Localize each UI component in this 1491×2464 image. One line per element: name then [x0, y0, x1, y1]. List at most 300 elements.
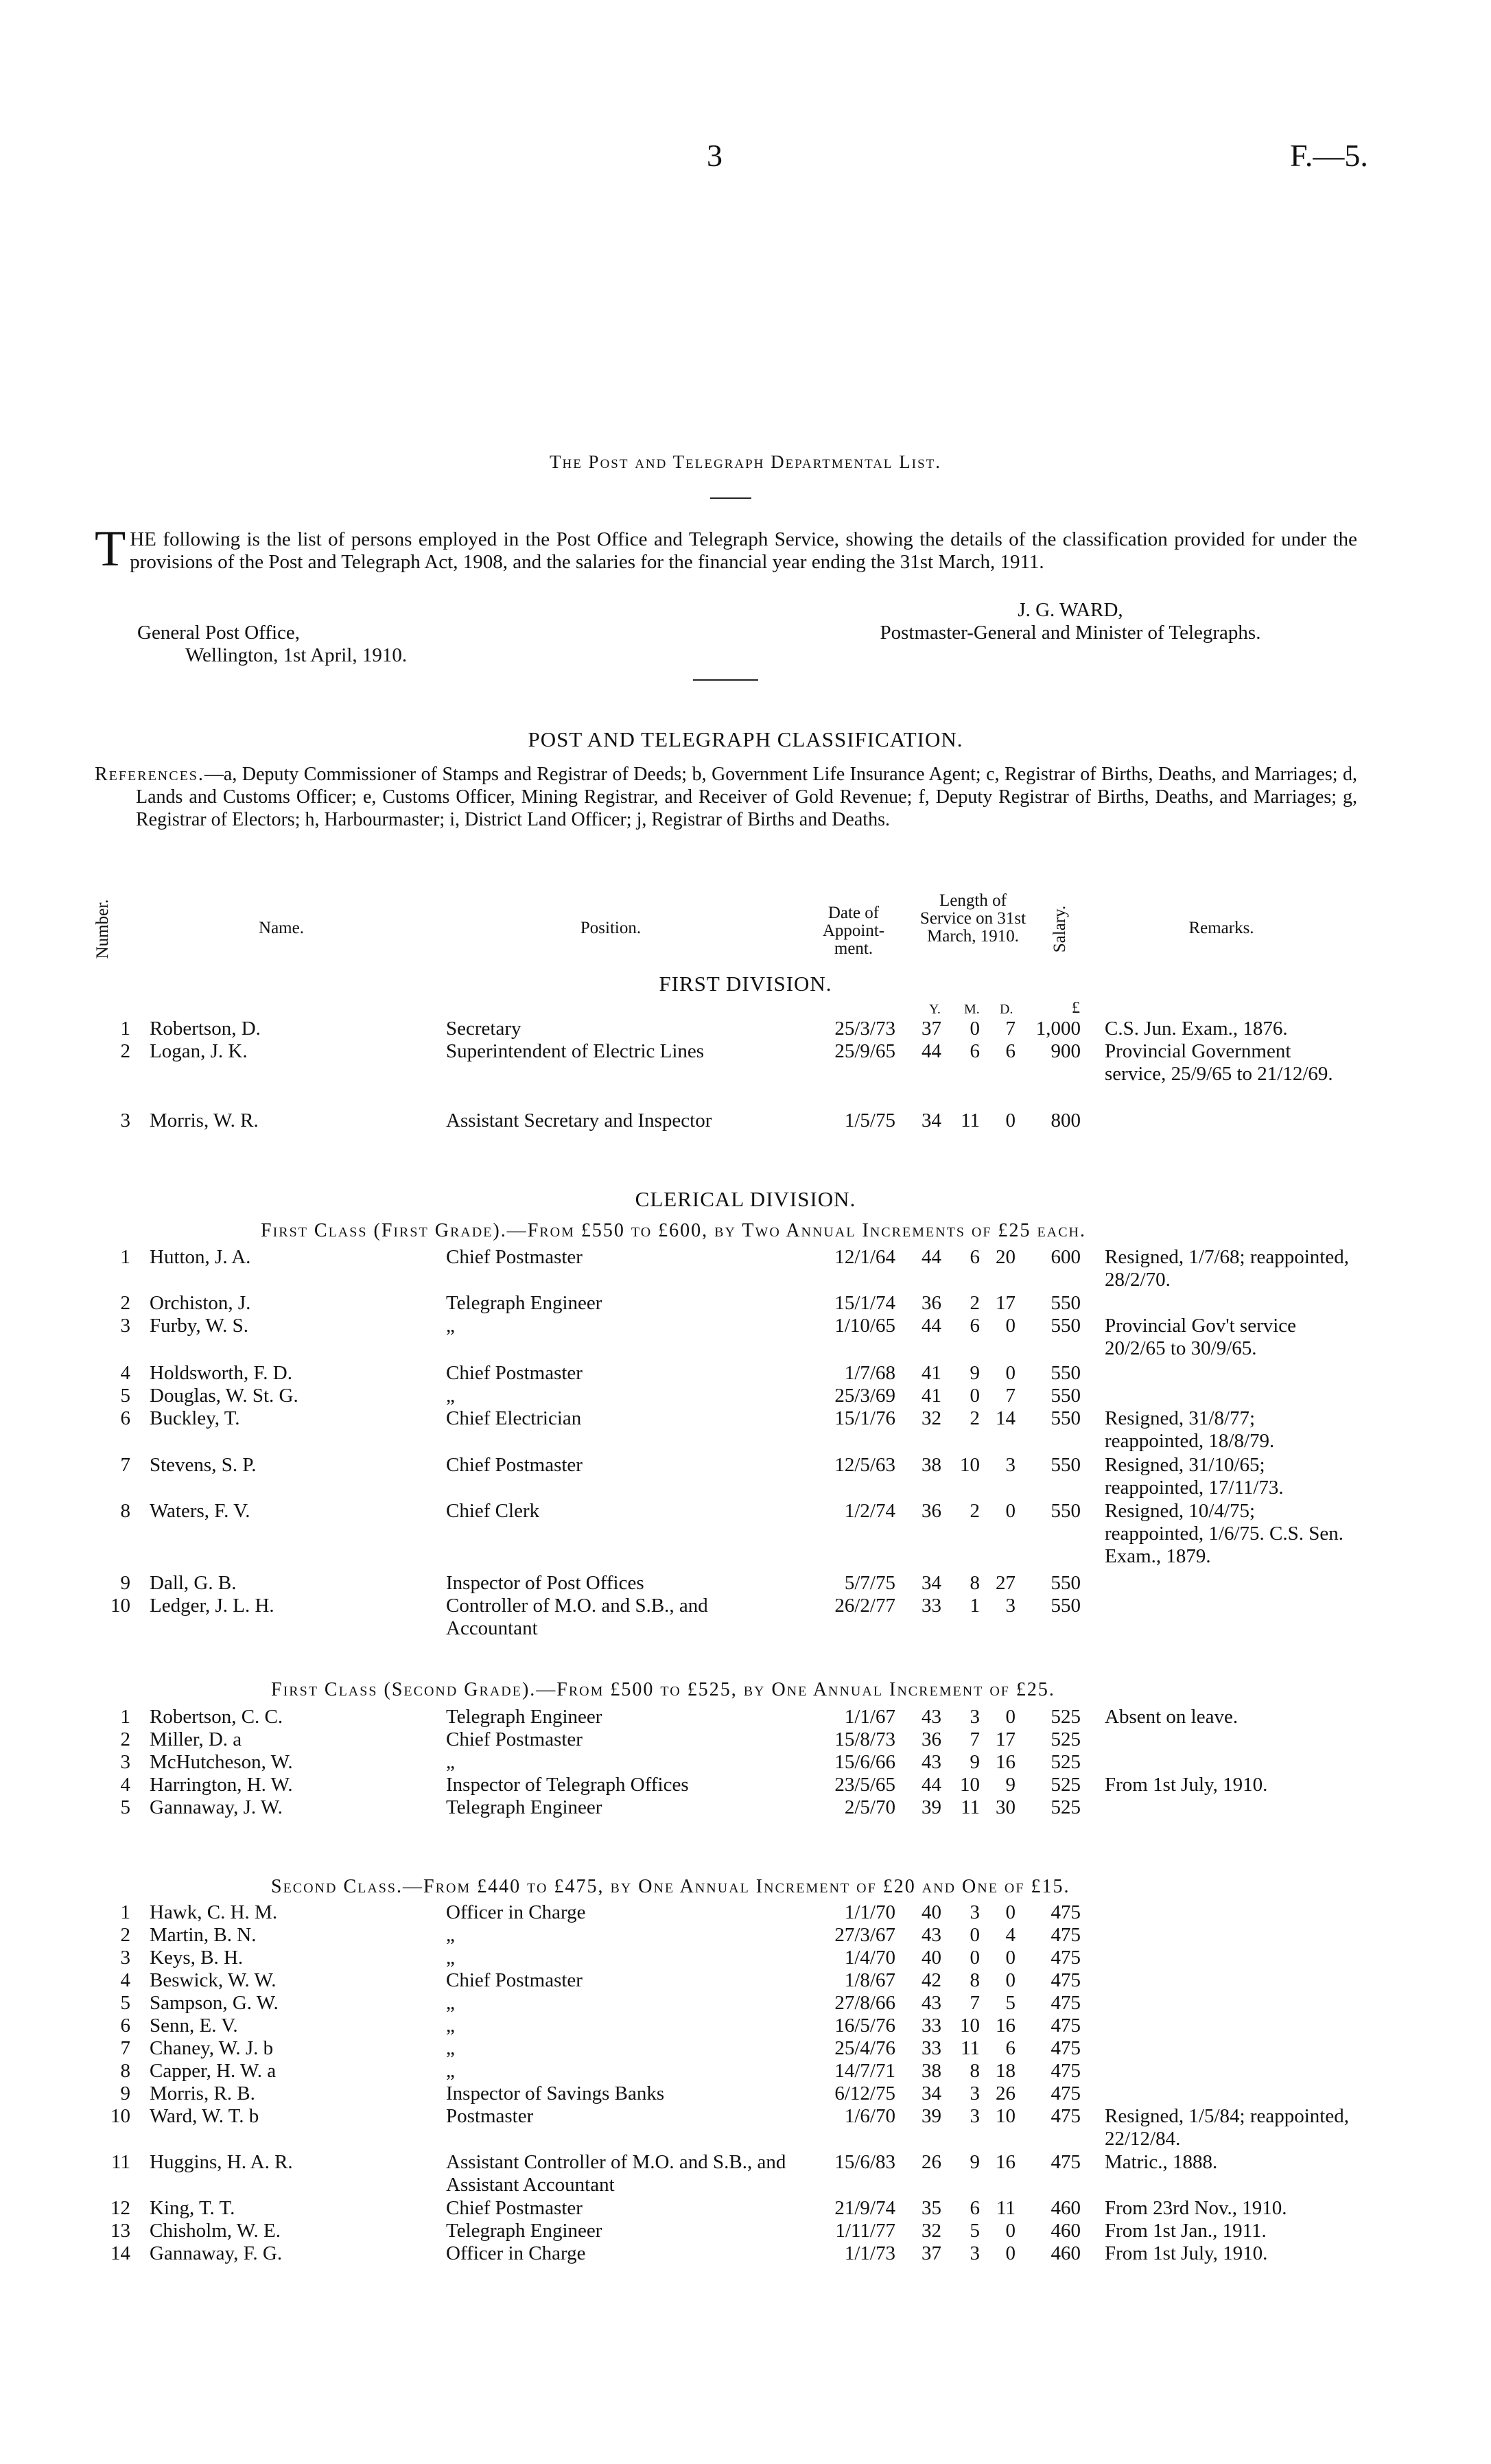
first-division-heading: FIRST DIVISION. [659, 972, 832, 996]
row-months: 10 [960, 1774, 980, 1796]
row-name: Hutton, J. A. [150, 1246, 251, 1268]
row-name: Capper, H. W. a [150, 2060, 277, 2082]
row-remarks: Absent on leave. [1105, 1706, 1238, 1728]
row-years: 36 [921, 1500, 941, 1522]
row-days: 17 [996, 1728, 1015, 1750]
row-salary: 550 [1050, 1454, 1081, 1476]
row-position: Inspector of Telegraph Offices [446, 1774, 689, 1796]
row-days: 7 [1005, 1018, 1015, 1040]
row-years: 34 [921, 1572, 941, 1594]
row-years: 36 [921, 1728, 941, 1750]
row-years: 35 [921, 2197, 941, 2219]
row-years: 34 [921, 1110, 941, 1131]
row-number: 1 [120, 1706, 130, 1728]
row-days: 4 [1005, 1924, 1015, 1946]
row-years: 40 [921, 1947, 941, 1969]
row-years: 38 [921, 2060, 941, 2082]
row-salary: 550 [1050, 1315, 1081, 1337]
row-months: 2 [970, 1407, 980, 1429]
row-date: 1/7/68 [844, 1362, 895, 1384]
row-salary: 550 [1050, 1572, 1081, 1594]
row-date: 12/5/63 [834, 1454, 895, 1476]
row-years: 37 [921, 1018, 941, 1040]
row-number: 14 [110, 2242, 130, 2264]
row-number: 3 [120, 1110, 130, 1131]
second-grade-heading: First Class (Second Grade).—From £500 to £525, by One Annual Increment of £25. [271, 1679, 1055, 1700]
row-name: Huggins, H. A. R. [150, 2151, 293, 2173]
row-remarks: Resigned, 31/8/77; reappointed, 18/8/79. [1105, 1407, 1275, 1452]
row-position: Chief Postmaster [446, 1728, 583, 1750]
row-name: King, T. T. [150, 2197, 235, 2219]
row-name: Robertson, C. C. [150, 1706, 283, 1728]
row-days: 26 [996, 2082, 1015, 2104]
row-position: „ [446, 2037, 455, 2059]
row-remarks: Matric., 1888. [1105, 2151, 1218, 2173]
row-months: 1 [970, 1595, 980, 1617]
row-date: 25/3/73 [834, 1018, 895, 1040]
row-salary: 475 [1050, 2037, 1081, 2059]
row-salary: 525 [1050, 1751, 1081, 1773]
unit-days: D. [1000, 1002, 1013, 1017]
row-years: 33 [921, 2037, 941, 2059]
row-months: 11 [961, 2037, 980, 2059]
row-date: 1/5/75 [844, 1110, 895, 1131]
row-months: 3 [970, 2242, 980, 2264]
row-position: „ [446, 1385, 455, 1407]
row-months: 11 [961, 1110, 980, 1131]
row-position: Secretary [446, 1018, 521, 1040]
row-date: 2/5/70 [844, 1796, 895, 1818]
row-salary: 550 [1050, 1292, 1081, 1314]
row-days: 6 [1005, 1040, 1015, 1062]
row-date: 27/8/66 [834, 1992, 895, 2014]
row-date: 16/5/76 [834, 2015, 895, 2037]
row-name: Douglas, W. St. G. [150, 1385, 298, 1407]
row-name: Orchiston, J. [150, 1292, 251, 1314]
row-years: 41 [921, 1362, 941, 1384]
row-position: „ [446, 2015, 455, 2037]
row-years: 43 [921, 1992, 941, 2014]
row-months: 11 [961, 1796, 980, 1818]
row-position: Officer in Charge [446, 2242, 586, 2264]
row-position: Telegraph Engineer [446, 1292, 602, 1314]
row-months: 7 [970, 1992, 980, 2014]
row-days: 30 [996, 1796, 1015, 1818]
row-name: Buckley, T. [150, 1407, 240, 1429]
row-months: 2 [970, 1292, 980, 1314]
row-position: Chief Electrician [446, 1407, 582, 1429]
intro-dropcap: T [95, 521, 126, 577]
row-remarks: Resigned, 10/4/75; reappointed, 1/6/75. C.S. Sen. Exam., 1879. [1105, 1500, 1343, 1567]
row-days: 20 [996, 1246, 1015, 1268]
row-number: 8 [120, 1500, 130, 1522]
row-days: 5 [1005, 1992, 1015, 2014]
row-years: 37 [921, 2242, 941, 2264]
row-months: 0 [970, 1018, 980, 1040]
row-position: Postmaster [446, 2105, 534, 2127]
row-salary: 475 [1050, 1992, 1081, 2014]
row-date: 25/4/76 [834, 2037, 895, 2059]
page-number: 3 [707, 138, 723, 173]
row-months: 0 [970, 1947, 980, 1969]
references [95, 763, 1357, 831]
row-name: Gannaway, J. W. [150, 1796, 283, 1818]
row-months: 0 [970, 1385, 980, 1407]
clerical-division-heading: CLERICAL DIVISION. [635, 1187, 856, 1211]
row-position: „ [446, 1947, 455, 1969]
row-months: 3 [970, 2105, 980, 2127]
row-number: 1 [120, 1018, 130, 1040]
list-title: The Post and Telegraph Departmental List. [549, 451, 942, 472]
column-header-service: Length of Service on 31st March, 1910. [919, 891, 1026, 946]
row-date: 1/1/70 [844, 1901, 895, 1923]
row-months: 9 [970, 1751, 980, 1773]
row-salary: 475 [1050, 1947, 1081, 1969]
row-name: Dall, G. B. [150, 1572, 237, 1594]
row-months: 7 [970, 1728, 980, 1750]
row-number: 3 [120, 1947, 130, 1969]
row-position: Controller of M.O. and S.B., and Accountant [446, 1595, 708, 1639]
place-date-line: Wellington, 1st April, 1910. [185, 644, 408, 666]
row-salary: 475 [1050, 2151, 1081, 2173]
row-remarks: From 23rd Nov., 1910. [1105, 2197, 1287, 2219]
row-salary: 550 [1050, 1385, 1081, 1407]
row-days: 0 [1005, 1362, 1015, 1384]
row-number: 2 [120, 1292, 130, 1314]
row-date: 1/1/67 [844, 1706, 895, 1728]
row-name: Morris, R. B. [150, 2082, 255, 2104]
row-name: Senn, E. V. [150, 2015, 238, 2037]
row-years: 33 [921, 1595, 941, 1617]
row-salary: 475 [1050, 1924, 1081, 1946]
row-date: 1/8/67 [844, 1969, 895, 1991]
row-number: 7 [120, 1454, 130, 1476]
row-number: 6 [120, 2015, 130, 2037]
row-number: 10 [110, 2105, 130, 2127]
unit-months: M. [964, 1002, 980, 1017]
row-days: 0 [1005, 1315, 1015, 1337]
row-salary: 475 [1050, 2105, 1081, 2127]
row-date: 1/2/74 [844, 1500, 895, 1522]
row-months: 6 [970, 1246, 980, 1268]
row-remarks: Provincial Government service, 25/9/65 to 21/12/69. [1105, 1040, 1333, 1085]
row-years: 36 [921, 1292, 941, 1314]
row-position: Chief Postmaster [446, 1246, 583, 1268]
row-position: „ [446, 1924, 455, 1946]
row-years: 43 [921, 1751, 941, 1773]
row-years: 38 [921, 1454, 941, 1476]
row-date: 15/6/83 [834, 2151, 895, 2173]
row-number: 5 [120, 1992, 130, 2014]
row-name: Robertson, D. [150, 1018, 261, 1040]
row-salary: 460 [1050, 2242, 1081, 2264]
row-salary: 600 [1050, 1246, 1081, 1268]
row-salary: 475 [1050, 2015, 1081, 2037]
row-days: 11 [996, 2197, 1015, 2219]
row-months: 6 [970, 1040, 980, 1062]
row-days: 10 [996, 2105, 1015, 2127]
row-remarks: Resigned, 1/5/84; reappointed, 22/12/84. [1105, 2105, 1349, 2150]
row-number: 5 [120, 1385, 130, 1407]
row-date: 1/6/70 [844, 2105, 895, 2127]
row-date: 12/1/64 [834, 1246, 895, 1268]
row-days: 0 [1005, 2220, 1015, 2242]
row-days: 3 [1005, 1595, 1015, 1617]
row-number: 8 [120, 2060, 130, 2082]
row-salary: 525 [1050, 1728, 1081, 1750]
row-months: 8 [970, 2060, 980, 2082]
row-salary: 460 [1050, 2220, 1081, 2242]
row-number: 3 [120, 1751, 130, 1773]
classification-title: POST AND TELEGRAPH CLASSIFICATION. [528, 727, 963, 751]
row-name: Sampson, G. W. [150, 1992, 279, 2014]
row-months: 9 [970, 1362, 980, 1384]
row-name: McHutcheson, W. [150, 1751, 293, 1773]
row-number: 4 [120, 1362, 130, 1384]
title-rule [710, 497, 751, 499]
row-date: 1/11/77 [835, 2220, 895, 2242]
row-number: 2 [120, 1728, 130, 1750]
column-header-remarks: Remarks. [1188, 919, 1254, 937]
row-months: 10 [960, 1454, 980, 1476]
row-days: 0 [1005, 1947, 1015, 1969]
row-name: Miller, D. a [150, 1728, 242, 1750]
row-position: „ [446, 2060, 455, 2082]
row-years: 41 [921, 1385, 941, 1407]
signatory-role: Postmaster-General and Minister of Telegraphs. [880, 622, 1261, 644]
row-number: 6 [120, 1407, 130, 1429]
row-name: Chisholm, W. E. [150, 2220, 281, 2242]
row-date: 25/9/65 [834, 1040, 895, 1062]
signature-block [810, 599, 1331, 644]
row-position: Officer in Charge [446, 1901, 586, 1923]
row-years: 32 [921, 1407, 941, 1429]
row-days: 0 [1005, 1901, 1015, 1923]
row-name: Martin, B. N. [150, 1924, 257, 1946]
row-salary: 475 [1050, 2060, 1081, 2082]
row-salary: 800 [1050, 1110, 1081, 1131]
row-remarks: Provincial Gov't service 20/2/65 to 30/9/65. [1105, 1315, 1297, 1359]
row-months: 6 [970, 2197, 980, 2219]
row-name: Holdsworth, F. D. [150, 1362, 292, 1384]
row-remarks: From 1st Jan., 1911. [1105, 2220, 1267, 2242]
row-number: 13 [110, 2220, 130, 2242]
row-days: 27 [996, 1572, 1015, 1594]
row-name: Waters, F. V. [150, 1500, 250, 1522]
row-years: 26 [921, 2151, 941, 2173]
row-salary: 550 [1050, 1407, 1081, 1429]
row-months: 6 [970, 1315, 980, 1337]
row-remarks: Resigned, 31/10/65; reappointed, 17/11/73. [1105, 1454, 1284, 1499]
row-date: 5/7/75 [844, 1572, 895, 1594]
row-years: 44 [921, 1040, 941, 1062]
row-position: Chief Postmaster [446, 1454, 583, 1476]
row-number: 5 [120, 1796, 130, 1818]
row-name: Morris, W. R. [150, 1110, 259, 1131]
row-salary: 1,000 [1035, 1018, 1081, 1040]
row-salary: 525 [1050, 1774, 1081, 1796]
row-days: 0 [1005, 1110, 1015, 1131]
row-name: Chaney, W. J. b [150, 2037, 274, 2059]
row-date: 1/10/65 [834, 1315, 895, 1337]
row-position: Telegraph Engineer [446, 2220, 602, 2242]
row-date: 26/2/77 [834, 1595, 895, 1617]
row-position: Chief Postmaster [446, 1362, 583, 1384]
row-remarks: C.S. Jun. Exam., 1876. [1105, 1018, 1288, 1040]
row-salary: 900 [1050, 1040, 1081, 1062]
row-position: Superintendent of Electric Lines [446, 1040, 705, 1062]
row-position: Telegraph Engineer [446, 1796, 602, 1818]
row-days: 0 [1005, 1706, 1015, 1728]
row-months: 8 [970, 1572, 980, 1594]
row-salary: 550 [1050, 1500, 1081, 1522]
row-date: 21/9/74 [834, 2197, 895, 2219]
row-name: Ledger, J. L. H. [150, 1595, 274, 1617]
first-grade-heading: First Class (First Grade).—From £550 to £600, by Two Annual Increments of £25 each. [261, 1220, 1086, 1241]
row-years: 42 [921, 1969, 941, 1991]
row-days: 18 [996, 2060, 1015, 2082]
section-rule [693, 679, 758, 681]
row-salary: 525 [1050, 1796, 1081, 1818]
row-number: 12 [110, 2197, 130, 2219]
signature-office [137, 622, 407, 667]
row-months: 3 [970, 1706, 980, 1728]
row-position: „ [446, 1992, 455, 2014]
row-days: 3 [1005, 1454, 1015, 1476]
row-remarks: Resigned, 1/7/68; reappointed, 28/2/70. [1105, 1246, 1349, 1291]
row-salary: 460 [1050, 2197, 1081, 2219]
row-years: 44 [921, 1315, 941, 1337]
row-salary: 475 [1050, 1901, 1081, 1923]
row-date: 15/1/76 [834, 1407, 895, 1429]
row-salary: 475 [1050, 2082, 1081, 2104]
row-months: 10 [960, 2015, 980, 2037]
row-name: Harrington, H. W. [150, 1774, 293, 1796]
row-number: 1 [120, 1901, 130, 1923]
row-days: 0 [1005, 2242, 1015, 2264]
row-years: 43 [921, 1924, 941, 1946]
references-text: —a, Deputy Commissioner of Stamps and Registrar of Deeds; b, Government Life Insurance Agent; c, Registrar of Births, Deaths, and Marriages; d, Lands and Customs Officer; e, Customs Officer, Mining Registrar, and Receiver of Gold Revenue; f, Deputy Registrar of Births, Deaths, and Marriages; g, Registrar of Electors; h, Harbourmaster; i, District Land Officer; j, Registrar of Births and Deaths. [136, 764, 1357, 830]
intro-paragraph [95, 521, 1357, 577]
row-date: 27/3/67 [834, 1924, 895, 1946]
row-months: 5 [970, 2220, 980, 2242]
row-position: Assistant Controller of M.O. and S.B., and Assistant Accountant [446, 2151, 786, 2196]
row-date: 15/6/66 [834, 1751, 895, 1773]
column-header-name: Name. [259, 919, 304, 937]
row-salary: 550 [1050, 1595, 1081, 1617]
row-years: 34 [921, 2082, 941, 2104]
row-position: Chief Postmaster [446, 2197, 583, 2219]
row-name: Logan, J. K. [150, 1040, 248, 1062]
row-position: Assistant Secretary and Inspector [446, 1110, 712, 1131]
row-months: 0 [970, 1924, 980, 1946]
row-days: 7 [1005, 1385, 1015, 1407]
row-position: „ [446, 1315, 455, 1337]
row-years: 39 [921, 2105, 941, 2127]
row-date: 25/3/69 [834, 1385, 895, 1407]
signatory-name: J. G. WARD, [1018, 599, 1123, 621]
row-years: 32 [921, 2220, 941, 2242]
row-position: „ [446, 1751, 455, 1773]
row-days: 6 [1005, 2037, 1015, 2059]
row-days: 16 [996, 1751, 1015, 1773]
references-label: References. [95, 764, 204, 785]
row-number: 10 [110, 1595, 130, 1617]
row-name: Keys, B. H. [150, 1947, 244, 1969]
row-name: Stevens, S. P. [150, 1454, 257, 1476]
row-date: 15/8/73 [834, 1728, 895, 1750]
row-date: 1/1/73 [844, 2242, 895, 2264]
row-months: 2 [970, 1500, 980, 1522]
row-name: Ward, W. T. b [150, 2105, 259, 2127]
row-months: 3 [970, 1901, 980, 1923]
row-number: 7 [120, 2037, 130, 2059]
row-days: 16 [996, 2015, 1015, 2037]
row-number: 2 [120, 1924, 130, 1946]
row-position: Chief Postmaster [446, 1969, 583, 1991]
unit-years: Y. [929, 1002, 941, 1017]
row-years: 43 [921, 1706, 941, 1728]
row-salary: 475 [1050, 1969, 1081, 1991]
row-years: 44 [921, 1774, 941, 1796]
row-days: 0 [1005, 1969, 1015, 1991]
row-remarks: From 1st July, 1910. [1105, 1774, 1268, 1796]
document-reference: F.—5. [1290, 138, 1368, 173]
row-years: 40 [921, 1901, 941, 1923]
row-name: Hawk, C. H. M. [150, 1901, 278, 1923]
row-number: 4 [120, 1774, 130, 1796]
row-date: 14/7/71 [834, 2060, 895, 2082]
row-number: 1 [120, 1246, 130, 1268]
row-number: 11 [111, 2151, 130, 2173]
row-date: 6/12/75 [834, 2082, 895, 2104]
row-date: 23/5/65 [834, 1774, 895, 1796]
row-remarks: From 1st July, 1910. [1105, 2242, 1268, 2264]
row-days: 14 [996, 1407, 1015, 1429]
row-years: 33 [921, 2015, 941, 2037]
unit-pounds: £ [1072, 999, 1080, 1017]
row-date: 1/4/70 [844, 1947, 895, 1969]
row-months: 9 [970, 2151, 980, 2173]
row-years: 39 [921, 1796, 941, 1818]
row-position: Chief Clerk [446, 1500, 540, 1522]
row-position: Inspector of Savings Banks [446, 2082, 665, 2104]
row-position: Telegraph Engineer [446, 1706, 602, 1728]
row-days: 9 [1005, 1774, 1015, 1796]
row-days: 16 [996, 2151, 1015, 2173]
row-number: 3 [120, 1315, 130, 1337]
row-number: 9 [120, 2082, 130, 2104]
row-months: 3 [970, 2082, 980, 2104]
column-header-date: Date of Appoint- ment. [822, 904, 885, 958]
row-name: Furby, W. S. [150, 1315, 248, 1337]
row-position: Inspector of Post Offices [446, 1572, 644, 1594]
office-line: General Post Office, [137, 622, 301, 644]
row-name: Beswick, W. W. [150, 1969, 277, 1991]
row-years: 44 [921, 1246, 941, 1268]
row-salary: 525 [1050, 1706, 1081, 1728]
row-name: Gannaway, F. G. [150, 2242, 283, 2264]
second-class-heading: Second Class.—From £440 to £475, by One Annual Increment of £20 and One of £15. [271, 1876, 1070, 1897]
row-number: 9 [120, 1572, 130, 1594]
intro-text: HE following is the list of persons employed in the Post Office and Telegraph Service, showing the details of the classification provided for under the provisions of the Post and Telegraph Act, 1908, and the salaries for the financial year ending the 31st March, 1911. [130, 528, 1357, 573]
row-months: 8 [970, 1969, 980, 1991]
column-header-position: Position. [580, 919, 642, 937]
row-days: 17 [996, 1292, 1015, 1314]
row-salary: 550 [1050, 1362, 1081, 1384]
row-date: 15/1/74 [834, 1292, 895, 1314]
row-days: 0 [1005, 1500, 1015, 1522]
